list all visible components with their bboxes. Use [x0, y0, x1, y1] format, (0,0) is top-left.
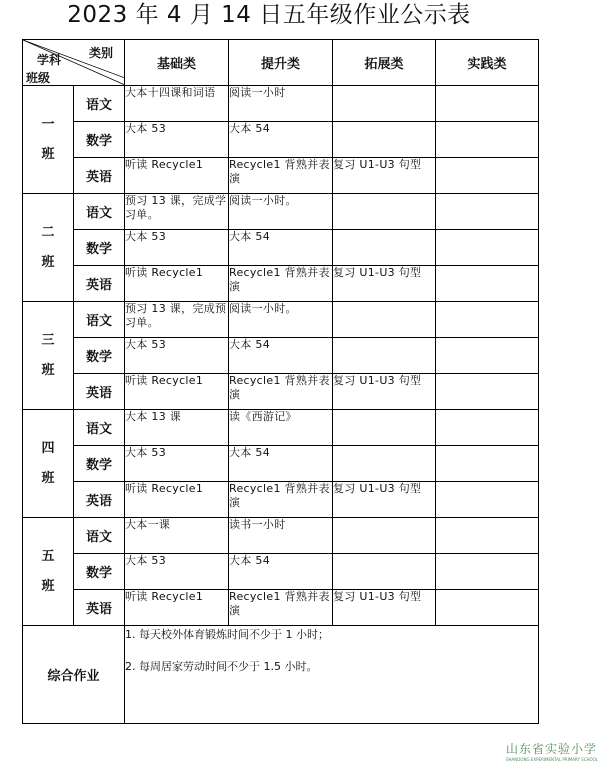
- subject-cell: 数学: [74, 446, 125, 482]
- subject-cell: 英语: [74, 158, 125, 194]
- table-row: [23, 482, 539, 518]
- class-name-cell: 一 班: [23, 86, 74, 194]
- homework-cell-basic: 大本十四课和词语: [125, 86, 229, 122]
- homework-cell-improve: 大本 54: [229, 122, 333, 158]
- homework-cell-improve: Recycle1 背熟并表演: [229, 158, 333, 194]
- homework-cell-improve: Recycle1 背熟并表演: [229, 266, 333, 302]
- homework-cell-improve: 阅读一小时: [229, 86, 333, 122]
- homework-cell-practice: [436, 554, 539, 590]
- homework-cell-practice: [436, 122, 539, 158]
- homework-cell-practice: [436, 518, 539, 554]
- homework-cell-extend: [333, 554, 436, 590]
- column-header-improve: 提升类: [229, 40, 333, 86]
- homework-cell-basic: 预习 13 课，完成预习单。: [125, 302, 229, 338]
- table-row: [23, 230, 539, 266]
- homework-cell-basic: 听读 Recycle1: [125, 266, 229, 302]
- homework-cell-extend: [333, 302, 436, 338]
- homework-cell-practice: [436, 230, 539, 266]
- column-header-extend: 拓展类: [333, 40, 436, 86]
- homework-cell-basic: 听读 Recycle1: [125, 482, 229, 518]
- homework-cell-improve: Recycle1 背熟并表演: [229, 482, 333, 518]
- subject-cell: 数学: [74, 122, 125, 158]
- school-logo-english: SHANDONG EXPERIMENTAL PRIMARY SCHOOL: [506, 757, 598, 762]
- table-body: [23, 86, 539, 626]
- homework-cell-extend: [333, 338, 436, 374]
- subject-cell: 语文: [74, 518, 125, 554]
- subject-cell: 数学: [74, 338, 125, 374]
- class-name-cell: 四 班: [23, 410, 74, 518]
- table-row: [23, 554, 539, 590]
- homework-cell-improve: 大本 54: [229, 554, 333, 590]
- header-class-label: 班级: [26, 71, 51, 85]
- homework-cell-basic: 大本 53: [125, 230, 229, 266]
- diagonal-header-cell: [23, 40, 125, 86]
- subject-cell: 数学: [74, 554, 125, 590]
- table-row: [23, 86, 539, 122]
- subject-cell: 语文: [74, 194, 125, 230]
- homework-table: [22, 39, 539, 724]
- subject-cell: 英语: [74, 374, 125, 410]
- homework-cell-extend: 复习 U1-U3 句型: [333, 266, 436, 302]
- table-row: [23, 194, 539, 230]
- table-row: [23, 590, 539, 626]
- homework-cell-extend: 复习 U1-U3 句型: [333, 590, 436, 626]
- subject-cell: 语文: [74, 86, 125, 122]
- homework-cell-improve: Recycle1 背熟并表演: [229, 590, 333, 626]
- homework-cell-improve: Recycle1 背熟并表演: [229, 374, 333, 410]
- page-title: 2023 年 4 月 14 日五年级作业公示表: [67, 2, 471, 28]
- homework-cell-practice: [436, 266, 539, 302]
- homework-cell-extend: [333, 518, 436, 554]
- class-name-cell: 三 班: [23, 302, 74, 410]
- homework-cell-extend: 复习 U1-U3 句型: [333, 374, 436, 410]
- table-row: [23, 158, 539, 194]
- homework-cell-improve: 阅读一小时。: [229, 194, 333, 230]
- table-row: [23, 338, 539, 374]
- subject-cell: 语文: [74, 410, 125, 446]
- class-name-cell: 二 班: [23, 194, 74, 302]
- subject-cell: 数学: [74, 230, 125, 266]
- header-row: [23, 40, 539, 86]
- homework-cell-extend: [333, 446, 436, 482]
- table-row: [23, 302, 539, 338]
- homework-cell-basic: 大本一课: [125, 518, 229, 554]
- summary-label: 综合作业: [23, 626, 125, 724]
- homework-cell-basic: 大本 53: [125, 338, 229, 374]
- homework-cell-practice: [436, 194, 539, 230]
- homework-cell-extend: [333, 410, 436, 446]
- homework-cell-practice: [436, 446, 539, 482]
- homework-cell-practice: [436, 482, 539, 518]
- summary-row: [23, 626, 539, 724]
- homework-cell-improve: 阅读一小时。: [229, 302, 333, 338]
- subject-cell: 英语: [74, 482, 125, 518]
- homework-cell-basic: 预习 13 课，完成学习单。: [125, 194, 229, 230]
- summary-content: [125, 626, 539, 724]
- header-subject-label: 学科: [37, 53, 62, 67]
- column-header-practice: 实践类: [436, 40, 539, 86]
- table-row: [23, 266, 539, 302]
- homework-cell-practice: [436, 410, 539, 446]
- homework-cell-improve: 读《西游记》: [229, 410, 333, 446]
- homework-cell-practice: [436, 374, 539, 410]
- homework-cell-practice: [436, 590, 539, 626]
- homework-cell-extend: [333, 122, 436, 158]
- homework-cell-basic: 听读 Recycle1: [125, 374, 229, 410]
- school-logo: [506, 740, 596, 762]
- school-logo-name: 山东省实验小学: [506, 742, 598, 756]
- header-category-label: 类别: [89, 46, 114, 60]
- class-name-cell: 五 班: [23, 518, 74, 626]
- column-header-basic: 基础类: [125, 40, 229, 86]
- homework-cell-basic: 大本 53: [125, 446, 229, 482]
- subject-cell: 语文: [74, 302, 125, 338]
- table-row: [23, 446, 539, 482]
- homework-cell-basic: 大本 53: [125, 554, 229, 590]
- homework-cell-basic: 听读 Recycle1: [125, 158, 229, 194]
- homework-cell-basic: 大本 53: [125, 122, 229, 158]
- subject-cell: 英语: [74, 266, 125, 302]
- table-row: [23, 374, 539, 410]
- homework-cell-basic: 大本 13 课: [125, 410, 229, 446]
- homework-cell-practice: [436, 86, 539, 122]
- homework-cell-practice: [436, 158, 539, 194]
- subject-cell: 英语: [74, 590, 125, 626]
- homework-cell-extend: [333, 230, 436, 266]
- homework-cell-extend: 复习 U1-U3 句型: [333, 482, 436, 518]
- summary-line-1: 1. 每天校外体育锻炼时间不少于 1 小时；: [125, 628, 329, 641]
- homework-cell-extend: [333, 86, 436, 122]
- homework-cell-practice: [436, 338, 539, 374]
- homework-cell-improve: 读书一小时: [229, 518, 333, 554]
- homework-cell-improve: 大本 54: [229, 338, 333, 374]
- table-row: [23, 410, 539, 446]
- table-row: [23, 122, 539, 158]
- summary-line-2: 2. 每周居家劳动时间不少于 1.5 小时。: [125, 660, 318, 673]
- table-row: [23, 518, 539, 554]
- homework-cell-extend: [333, 194, 436, 230]
- homework-cell-improve: 大本 54: [229, 446, 333, 482]
- homework-cell-basic: 听读 Recycle1: [125, 590, 229, 626]
- homework-cell-extend: 复习 U1-U3 句型: [333, 158, 436, 194]
- homework-cell-improve: 大本 54: [229, 230, 333, 266]
- homework-cell-practice: [436, 302, 539, 338]
